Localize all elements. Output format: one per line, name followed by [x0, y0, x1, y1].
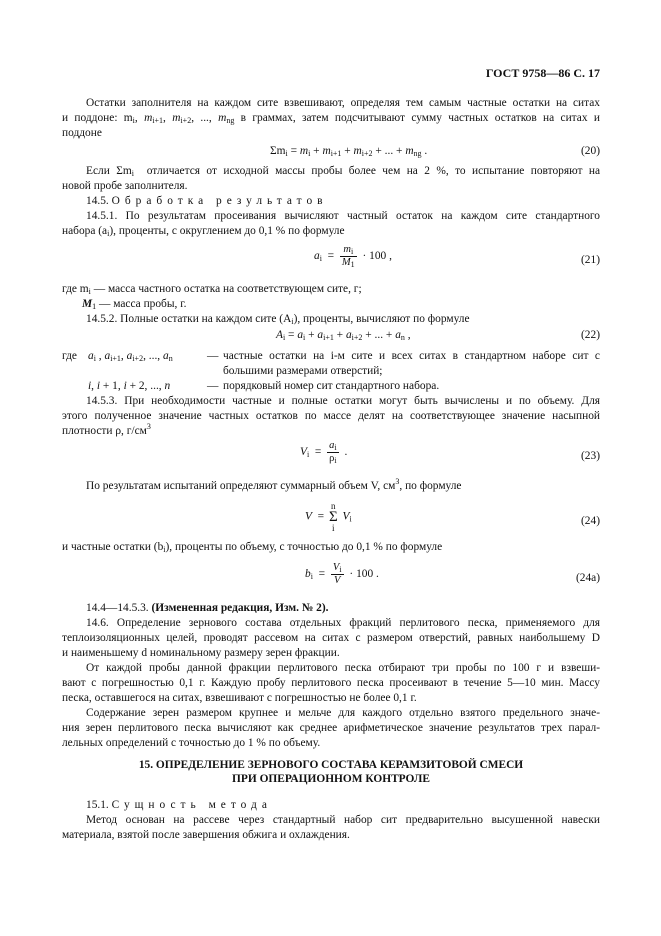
section-heading-15-1: 15.1. Сущность метода	[86, 799, 272, 811]
formula-20: $\Sigma m_i = m_i + m_{i+1} + m_{i+2}$ + ... + $m_{ng}$ . (20)	[270, 145, 600, 158]
paragraph-line: Остатки заполнителя на каждом сите взвешивают, определяя тем самым частные остатки на ситах	[86, 97, 600, 109]
formula-number: (21)	[581, 254, 600, 266]
section-heading-14-5: 14.5. Обработка результатов	[86, 195, 328, 207]
formula-24: V = n Σ i $V_i$ (24)	[305, 501, 600, 533]
paragraph-line: плотности ρ, $г/см^3$	[62, 422, 151, 437]
paragraph-line: новой пробе заполнителя.	[62, 180, 188, 192]
section-title-15: ПРИ ОПЕРАЦИОННОМ КОНТРОЛЕ	[232, 773, 430, 785]
paragraph-line: и наименьшему d номинальному размеру зерен фракции.	[62, 647, 340, 659]
paragraph-line: 14.6. Определение зернового состава отдельных фракций перлитового песка, применяемого для	[86, 617, 600, 629]
formula-21: $a_i$ = $\frac{m_i}{M_1}$ · 100 , (21)	[314, 244, 600, 269]
formula-number: (20)	[581, 145, 600, 157]
paragraph-line: 14.5.3. При необходимости частные и полные остатки могут быть вычислены и по объему. Для	[86, 395, 600, 407]
paragraph-line: По результатам испытаний определяют суммарный объем V, $см^3$, по формуле	[86, 477, 462, 492]
formula-number: (24)	[581, 515, 600, 527]
legend-line: большими размерами отверстий;	[223, 365, 383, 377]
paragraph-line: От каждой пробы данной фракции перлитового песка отбирают три пробы по 100 г и взвеши-	[86, 662, 600, 674]
formula-22: $A_i = a_i + a_{i+1} + a_{i+2}$ + ... + $a_n$ , (22)	[276, 329, 600, 342]
paragraph-line: 14.5.2. Полные остатки на каждом сите $(A_i)$, проценты, вычисляют по формуле	[86, 313, 470, 326]
legend-line: где $m_i$ — масса частного остатка на соответствующем сите, г;	[62, 283, 362, 296]
formula-number: (24а)	[575, 572, 600, 584]
formula-number: (22)	[581, 329, 600, 341]
section-title-15: 15. ОПРЕДЕЛЕНИЕ ЗЕРНОВОГО СОСТАВА КЕРАМЗИТОВОЙ СМЕСИ	[138, 759, 524, 771]
paragraph-line: этого полученное значение частных остатков по массе делят на соответствующее значение насыпной	[62, 410, 600, 422]
page-header: ГОСТ 9758—86 С. 17	[485, 66, 600, 80]
paragraph-line: Если $\Sigma m_i$ отличается от исходной массы пробы более чем на 2 %, то испытание повторяют на	[86, 165, 600, 178]
paragraph-line: лельных определений с точностью до 1 % по объему.	[62, 737, 321, 749]
paragraph-line: поддоне	[62, 127, 102, 139]
paragraph-line: и поддоне: $m_i$, $m_{i+1}$, $m_{i+2}$, ..., $m_{ng}$ в граммах, затем подсчитывают сумму частных остатков на ситах и	[62, 112, 600, 125]
paragraph-line: Содержание зерен размером крупнее и мельче для каждого отдельно взятого предельного значе-	[86, 707, 600, 719]
formula-23: $V_i$ = $\frac{a_i}{\rho_i}$ . (23)	[300, 440, 600, 465]
paragraph-line: 14.5.1. По результатам просеивания вычисляют частный остаток на каждом сите стандартного	[86, 210, 600, 222]
paragraph-line: вают с погрешностью 0,1 г. Каждую пробу перлитового песка просеивают в течение 5—10 мин. Массу	[62, 677, 600, 689]
change-note: 14.4—14.5.3. (Измененная редакция, Изм. № 2).	[86, 602, 329, 614]
formula-24a: $b_i$ = $\frac{V_i}{V}$ · 100 . (24а)	[305, 562, 600, 586]
document-page: ГОСТ 9758—86 С. 17 Остатки заполнителя на каждом сите взвешивают, определяя тем самым частные остатки на ситах и поддоне: $m_i$, $m_{i+1}$, $m_{i+2}$, ..., $m_{ng}$ в граммах, затем подсчитывают сумму частных остатков на ситах и поддоне $\Sigma m_i = m_i + m_{i+1} + m_{i+2}$ + ... + $m_{ng}$ . (20) Если $\Sigma m_i$ отличается от исходной массы пробы более чем на 2 %, то испытание повторяют на новой пробе заполнителя. 14.5. Обработка результатов 14.5.1. По результатам просеивания вычисляют частный остаток на каждом сите стандартного набора $(a_i)$, проценты, с округлением до 0,1 % по формуле $a_i$ = $\frac{m_i}{M_1}$ · 100 , (21) где $m_i$ — масса частного остатка на соответствующем сите, г; $M_1$ — масса пробы, г. 14.5.2. Полные остатки на каждом сите $(A_i)$, проценты, вычисляют по формуле $A_i = a_i + a_{i+1} + a_{i+2}$ + ... + $a_n$ , (22) где $a_i$ , $a_{i+1}$, $a_{i+2}$, ..., $a_n$ — частные остатки на i-м сите и всех ситах в стандартном наборе сит с большими размерами отверстий; i, i + 1, i + 2, ..., n — порядковый номер сит стандартного набора. 14.5.3. При необходимости частные и полные остатки могут быть вычислены и по объему. Для этого полученное значение частных остатков по массе делят на соответствующее значение насыпной плотности ρ, $г/см^3$ $V_i$ = $\frac{a_i}{\rho_i}$ . (23) По результатам испытаний определяют суммарный объем V, $см^3$, по формуле V = n Σ i $V_i$ (24) и частные остатки $(b_i)$, проценты по объему, с точностью до 0,1 % по формуле $b_i$ = $\frac{V_i}{V}$ · 100 . (24а) 14.4—14.5.3. (Измененная редакция, Изм. № 2). 14.6. Определение зернового состава отдельных фракций перлитового песка, применяемого для теплоизоляционных целей, проводят рассевом на ситах с размером отверстий, равных наибольшему D и наименьшему d номинальному размеру зерен фракции. От каждой пробы данной фракции перлитового песка отбирают три пробы по 100 г и взвеши- вают с погрешностью 0,1 г. Каждую пробу перлитового песка просеивают в течение 5—10 мин. Массу песка, оставшегося на ситах, взвешивают с погрешностью не более 0,1 г. Содержание зерен размером крупнее и мельче для каждого отдельно взятого предельного значе- ния зерен перлитового песка вычисляют как среднее арифметическое значение результатов трех парал- лельных определений с точностью до 1 % по объему. 15. ОПРЕДЕЛЕНИЕ ЗЕРНОВОГО СОСТАВА КЕРАМЗИТОВОЙ СМЕСИ ПРИ ОПЕРАЦИОННОМ КОНТРОЛЕ 15.1. Сущность метода Метод основан на рассеве через стандартный набор сит предварительно высушенной навески материала, взятой после завершения обжига и охлаждения.	[62, 66, 600, 841]
paragraph-line: материала, взятой после завершения обжига и охлаждения.	[62, 829, 350, 841]
legend-line: $M_1$ — масса пробы, г.	[82, 298, 187, 311]
formula-number: (23)	[581, 450, 600, 462]
paragraph-line: ния зерен перлитового песка вычисляют как среднее арифметическое значение результатов трех парал-	[62, 722, 600, 734]
paragraph-line: теплоизоляционных целей, проводят рассевом на ситах с размером отверстий, равных наибольшему D	[62, 632, 600, 644]
paragraph-line: Метод основан на рассеве через стандартный набор сит предварительно высушенной навески	[86, 814, 600, 826]
paragraph-line: песка, оставшегося на ситах, взвешивают с погрешностью не более 0,1 г.	[62, 692, 417, 704]
paragraph-line: и частные остатки $(b_i)$, проценты по объему, с точностью до 0,1 % по формуле	[62, 541, 443, 554]
paragraph-line: набора $(a_i)$, проценты, с округлением до 0,1 % по формуле	[62, 225, 345, 238]
